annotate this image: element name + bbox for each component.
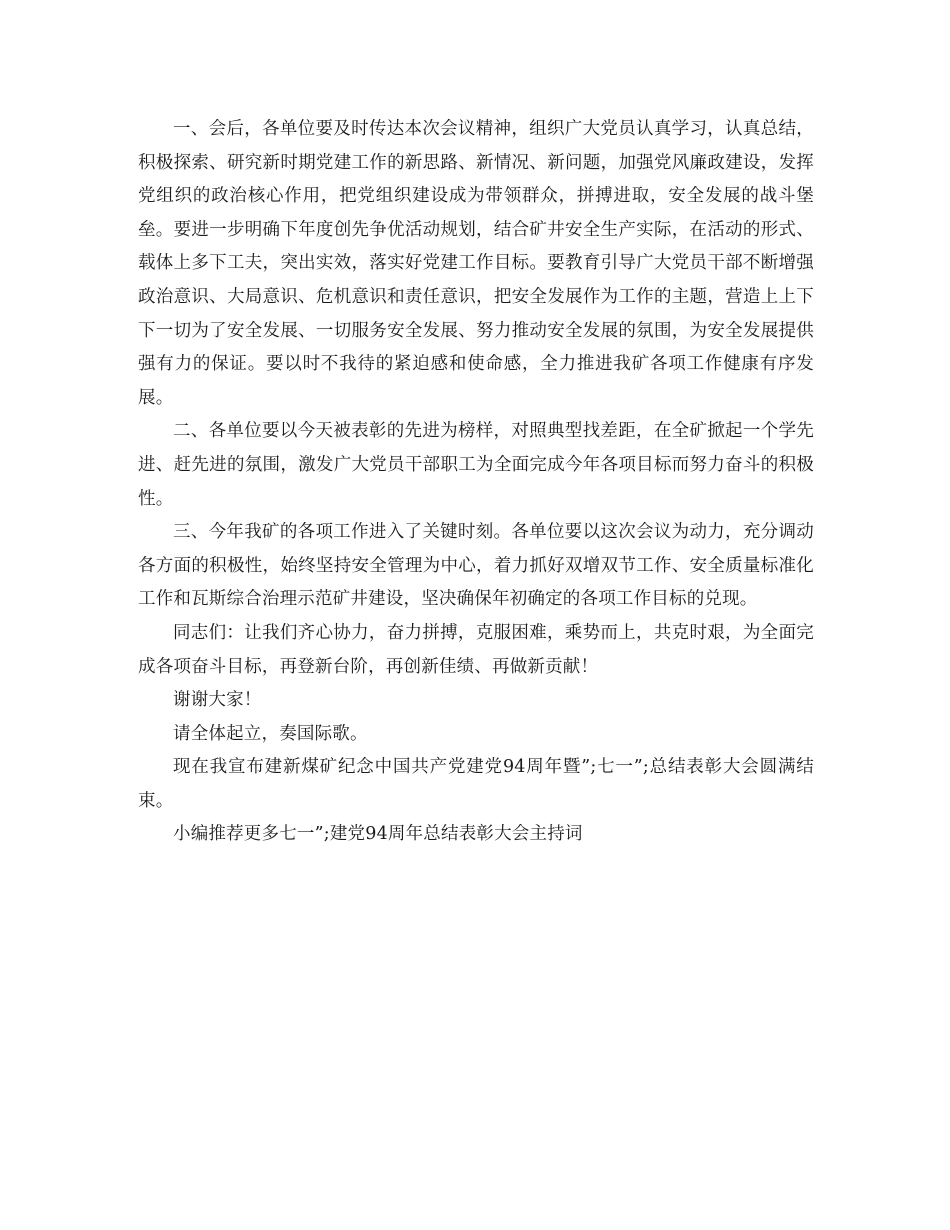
paragraph-closing-announcement: 现在我宣布建新煤矿纪念中国共产党建党94周年暨”;七一”;总结表彰大会圆满结束。 <box>138 757 814 811</box>
paragraph-stand-anthem: 请全体起立，奏国际歌。 <box>173 723 368 744</box>
document-body <box>138 113 814 852</box>
paragraph-key-period: 三、今年我矿的各项工作进入了关键时刻。各单位要以这次会议为动力，充分调动各方面的积极性，始终坚持安全管理为中心，着力抓好双增双节工作、安全质量标准化工作和瓦斯综合治理示范矿井建设，坚决确保年初确定的各项工作目标的兑现。 <box>138 522 814 610</box>
paragraph-thanks: 谢谢大家！ <box>173 690 262 711</box>
paragraph-comrades-call: 同志们：让我们齐心协力，奋力拼搏，克服困难，乘势而上，共克时艰，为全面完成各项奋斗目标，再登新台阶，再创新佳绩、再做新贡献！ <box>138 622 814 677</box>
paragraph-recommendation: 小编推荐更多七一”;建党94周年总结表彰大会主持词 <box>173 824 583 845</box>
paragraph-learn-from-advanced: 二、各单位要以今天被表彰的先进为榜样，对照典型找差距，在全矿掀起一个学先进、赶先进的氛围，激发广大党员干部职工为全面完成今年各项目标而努力奋斗的积极性。 <box>138 421 814 509</box>
paragraph-meeting-follow-up: 一、会后，各单位要及时传达本次会议精神，组织广大党员认真学习，认真总结，积极探索、研究新时期党建工作的新思路、新情况、新问题，加强党风廉政建设，发挥党组织的政治核心作用，把党组织建设成为带领群众，拼搏进取，安全发展的战斗堡垒。要进一步明确下年度创先争优活动规划，结合矿井安全生产实际，在活动的形式、载体上多下工夫，突出实效，落实好党建工作目标。要教育引导广大党员干部不断增强政治意识、大局意识、危机意识和责任意识，把安全发展作为工作的主题，营造上上下下一切为了安全发展、一切服务安全发展、努力推动安全发展的氛围，为安全发展提供强有力的保证。要以时不我待的紧迫感和使命感，全力推进我矿各项工作健康有序发展。 <box>138 119 814 408</box>
